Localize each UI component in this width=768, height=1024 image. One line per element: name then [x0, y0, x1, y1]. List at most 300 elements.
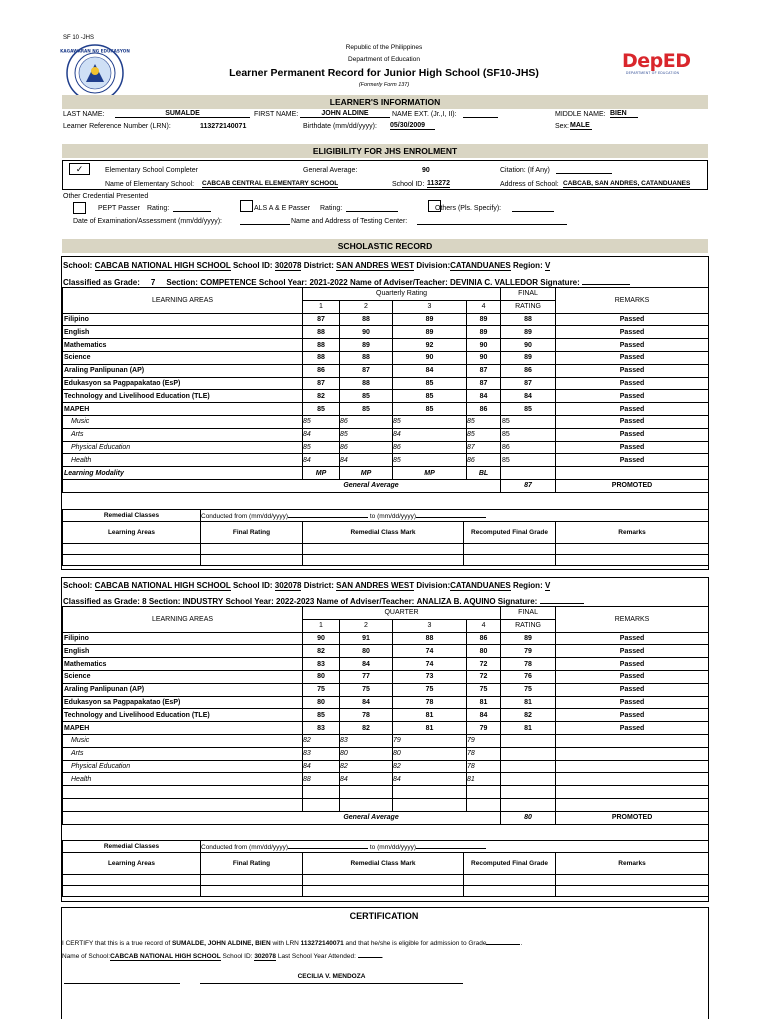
- conducted-from-label: Conducted from (mm/dd/yyyy): [201, 513, 289, 520]
- mapeh-row: [63, 428, 709, 441]
- gen-avg-label: General Average: [63, 811, 501, 824]
- gen-avg-remark: PROMOTED: [556, 479, 709, 492]
- subject-q3: 78: [393, 696, 467, 709]
- q2-header: 2: [340, 300, 393, 313]
- mapeh-q3: 82: [393, 760, 467, 773]
- mapeh-remarks: Passed: [556, 428, 709, 441]
- record-1-school-line: School: CABCAB NATIONAL HIGH SCHOOL School ID: 302078 District: SAN ANDRES WEST Division:CATANDUANES Region: V: [63, 261, 551, 270]
- mapeh-q4: 87: [467, 441, 501, 454]
- subject-final: 88: [501, 313, 556, 326]
- subject-q2: 90: [340, 326, 393, 339]
- subject-remarks: Passed: [556, 351, 709, 364]
- cert-grade: [486, 937, 520, 945]
- subject-remarks: Passed: [556, 339, 709, 352]
- subject-name: Edukasyon sa Pagpapakatao (EsP): [63, 696, 303, 709]
- mapeh-component: Physical Education: [63, 441, 303, 454]
- testing-center-label: Name and Address of Testing Center:: [291, 218, 408, 225]
- mapeh-row: [63, 734, 709, 747]
- subject-final: 78: [501, 658, 556, 671]
- cert-last-sy: [358, 950, 382, 958]
- mapeh-q1: 82: [303, 734, 340, 747]
- mapeh-q1: 83: [303, 747, 340, 760]
- mapeh-q4: 85: [467, 415, 501, 428]
- subject-row: [63, 313, 709, 326]
- mapeh-q1: 84: [303, 760, 340, 773]
- subject-final: 79: [501, 645, 556, 658]
- subject-q2: 91: [340, 632, 393, 645]
- birthdate-value: 05/30/2009: [390, 122, 435, 130]
- rem-col-recomp: Recomputed Final Grade: [464, 853, 556, 875]
- subject-name: Science: [63, 351, 303, 364]
- mapeh-component: Music: [63, 415, 303, 428]
- subject-remarks: Passed: [556, 403, 709, 416]
- subject-q1: 90: [303, 632, 340, 645]
- mapeh-q4: 78: [467, 747, 501, 760]
- subject-q1: 85: [303, 403, 340, 416]
- subject-name: Mathematics: [63, 658, 303, 671]
- mapeh-remarks: [556, 747, 709, 760]
- record-1-region: V: [544, 261, 551, 270]
- subject-remarks: Passed: [556, 377, 709, 390]
- subject-final: 89: [501, 351, 556, 364]
- subject-name: Mathematics: [63, 339, 303, 352]
- subject-q4: 89: [467, 313, 501, 326]
- q3-header: 3: [393, 300, 467, 313]
- rem-col-recomp: Recomputed Final Grade: [464, 522, 556, 544]
- mapeh-final: 86: [501, 441, 556, 454]
- mapeh-final: [501, 773, 556, 786]
- subject-remarks: Passed: [556, 390, 709, 403]
- subject-name: Filipino: [63, 632, 303, 645]
- subject-final: 85: [501, 403, 556, 416]
- subject-q3: 81: [393, 722, 467, 735]
- certification-box: [61, 907, 709, 1019]
- subject-row: [63, 683, 709, 696]
- la-header: LEARNING AREAS: [63, 288, 303, 314]
- eligibility-header: ELIGIBILITY FOR JHS ENROLMENT: [62, 144, 708, 158]
- mapeh-q2: 83: [340, 734, 393, 747]
- record-2-division: CATANDUANES: [450, 581, 511, 590]
- remarks-header: REMARKS: [556, 288, 709, 314]
- mapeh-final: 85: [501, 454, 556, 467]
- pept-rating-value: [173, 204, 211, 212]
- als-checkbox[interactable]: [240, 200, 253, 212]
- subject-q4: 81: [467, 696, 501, 709]
- record-1-class-line: Classified as Grade: 7 Section: COMPETENCE School Year: 2021-2022 Name of Adviser/Teacher: DEVINIA C. VALLEDOR Signature:: [63, 276, 630, 288]
- lrn-value: 113272140071: [200, 123, 247, 130]
- subject-remarks: Passed: [556, 696, 709, 709]
- mapeh-component: Health: [63, 773, 303, 786]
- rem-col-final: Final Rating: [201, 522, 303, 544]
- mapeh-q2: 85: [340, 428, 393, 441]
- rating-header: RATING: [501, 619, 556, 632]
- modality-final: [501, 467, 556, 480]
- mapeh-q1: 84: [303, 454, 340, 467]
- form-code: SF 10 -JHS: [63, 35, 95, 41]
- record-1-grades-table: [62, 287, 709, 493]
- subject-q1: 82: [303, 645, 340, 658]
- rem-col-la: Learning Areas: [63, 853, 201, 875]
- subject-final: 90: [501, 339, 556, 352]
- subject-q1: 83: [303, 722, 340, 735]
- subject-name: English: [63, 326, 303, 339]
- subject-q1: 75: [303, 683, 340, 696]
- department-line: Department of Education: [348, 56, 420, 63]
- mapeh-component: Arts: [63, 747, 303, 760]
- mapeh-component: Physical Education: [63, 760, 303, 773]
- mapeh-q1: 85: [303, 441, 340, 454]
- subject-q3: 90: [393, 351, 467, 364]
- subject-q4: 87: [467, 364, 501, 377]
- certification-line-1: I CERTIFY that this is a true record of SUMALDE, JOHN ALDINE, BIEN with LRN 113272140071 and that he/she is eligible for admission to Grade .: [62, 937, 522, 947]
- record-1-school: CABCAB NATIONAL HIGH SCHOOL: [94, 261, 231, 270]
- final-header: FINAL: [501, 288, 556, 301]
- subject-q1: 87: [303, 377, 340, 390]
- subject-q2: 88: [340, 313, 393, 326]
- subject-remarks: Passed: [556, 632, 709, 645]
- mapeh-q4: 79: [467, 734, 501, 747]
- scholastic-header: SCHOLASTIC RECORD: [62, 239, 708, 253]
- mapeh-q2: 84: [340, 454, 393, 467]
- subject-remarks: Passed: [556, 670, 709, 683]
- record-2-region: V: [544, 581, 551, 590]
- rem-col-remarks: Remarks: [556, 853, 709, 875]
- mapeh-component: Arts: [63, 428, 303, 441]
- to-label: to (mm/dd/yyyy): [369, 844, 417, 851]
- record-2-class-line: Classified as Grade: 8 Section: INDUSTRY School Year: 2022-2023 Name of Adviser/Teacher: ANALIZA B. AQUINO Signature:: [63, 595, 584, 607]
- first-name-value: JOHN ALDINE: [300, 110, 390, 118]
- modality-remarks: [556, 467, 709, 480]
- subject-q4: 79: [467, 722, 501, 735]
- mapeh-q4: 85: [467, 428, 501, 441]
- quarter-header: QUARTER: [303, 607, 501, 620]
- mapeh-row: [63, 747, 709, 760]
- subject-q4: 86: [467, 632, 501, 645]
- mapeh-row: [63, 773, 709, 786]
- subject-q3: 85: [393, 403, 467, 416]
- subject-row: [63, 390, 709, 403]
- elem-school-id-value: 113272: [427, 180, 450, 187]
- subject-name: MAPEH: [63, 722, 303, 735]
- deped-logo: DepED: [622, 50, 691, 72]
- subject-q4: 86: [467, 403, 501, 416]
- to-value: [416, 841, 486, 849]
- remedial-title: Remedial Classes: [63, 510, 201, 522]
- subject-q4: 75: [467, 683, 501, 696]
- record-2-grade: 8: [142, 597, 147, 606]
- subject-q2: 87: [340, 364, 393, 377]
- subject-q4: 72: [467, 658, 501, 671]
- cert-school: CABCAB NATIONAL HIGH SCHOOL: [110, 953, 221, 960]
- mapeh-q3: 80: [393, 747, 467, 760]
- elem-school-id-label: School ID:: [392, 181, 425, 188]
- lrn-label: Learner Reference Number (LRN):: [63, 123, 171, 130]
- last-name-label: LAST NAME:: [63, 111, 105, 118]
- mapeh-remarks: [556, 734, 709, 747]
- modality-label: Learning Modality: [63, 467, 303, 480]
- subject-name: MAPEH: [63, 403, 303, 416]
- pept-label: PEPT Passer: [98, 205, 140, 212]
- rem-col-mark: Remedial Class Mark: [303, 853, 464, 875]
- q4-header: 4: [467, 619, 501, 632]
- subject-row: [63, 351, 709, 364]
- subject-final: 81: [501, 696, 556, 709]
- name-ext-value: [463, 110, 498, 118]
- elem-school-label: Name of Elementary School:: [105, 181, 195, 188]
- rem-col-final: Final Rating: [201, 853, 303, 875]
- subject-q1: 86: [303, 364, 340, 377]
- subject-q1: 83: [303, 658, 340, 671]
- completer-label: Elementary School Completer: [105, 167, 198, 174]
- blank-row: [63, 786, 303, 799]
- gen-avg-value: 90: [422, 167, 430, 174]
- subject-q3: 92: [393, 339, 467, 352]
- pept-rating-label: Rating:: [147, 205, 170, 212]
- record-1-remedial-table: [62, 509, 709, 566]
- subject-name: Araling Panlipunan (AP): [63, 683, 303, 696]
- record-2-section: INDUSTRY: [182, 597, 224, 606]
- subject-row: [63, 339, 709, 352]
- subject-remarks: Passed: [556, 645, 709, 658]
- testing-center-value: [417, 217, 567, 225]
- citation-label: Citation: (If Any): [500, 167, 550, 174]
- exam-date-value: [240, 217, 290, 225]
- conducted-from-value: [288, 510, 368, 518]
- rem-col-remarks: Remarks: [556, 522, 709, 544]
- subject-q3: 89: [393, 326, 467, 339]
- subject-final: 81: [501, 722, 556, 735]
- subject-q2: 88: [340, 351, 393, 364]
- subject-q4: 84: [467, 390, 501, 403]
- subject-q3: 89: [393, 313, 467, 326]
- mapeh-row: [63, 415, 709, 428]
- record-2-adviser: ANALIZA B. AQUINO: [416, 597, 496, 606]
- to-label: to (mm/dd/yyyy): [369, 513, 417, 520]
- mapeh-q1: 88: [303, 773, 340, 786]
- subject-row: [63, 403, 709, 416]
- als-rating-label: Rating:: [320, 205, 343, 212]
- record-2-school: CABCAB NATIONAL HIGH SCHOOL: [94, 581, 231, 590]
- subject-remarks: Passed: [556, 722, 709, 735]
- mapeh-q3: 85: [393, 415, 467, 428]
- subject-q3: 84: [393, 364, 467, 377]
- record-1-signature: [582, 276, 630, 285]
- subject-q1: 87: [303, 313, 340, 326]
- q2-header: 2: [340, 619, 393, 632]
- mapeh-q3: 85: [393, 454, 467, 467]
- record-1-section: COMPETENCE: [200, 278, 257, 287]
- subject-q2: 84: [340, 696, 393, 709]
- record-2-signature: [540, 595, 584, 604]
- remedial-title: Remedial Classes: [63, 841, 201, 853]
- record-1-grade: 7: [142, 278, 164, 288]
- mapeh-q4: 78: [467, 760, 501, 773]
- conducted-from-label: Conducted from (mm/dd/yyyy): [201, 844, 289, 851]
- sex-label: Sex:: [555, 123, 570, 130]
- record-1-school-id: 302078: [274, 261, 302, 270]
- q4-header: 4: [467, 300, 501, 313]
- blank-row: [63, 798, 303, 811]
- cert-name: SUMALDE, JOHN ALDINE, BIEN: [171, 940, 271, 947]
- gen-avg-label: General Average:: [303, 167, 358, 174]
- subject-q2: 80: [340, 645, 393, 658]
- seal-text: KAGAWARAN NG EDUKASYON: [60, 48, 130, 54]
- mapeh-remarks: [556, 773, 709, 786]
- subject-final: 89: [501, 632, 556, 645]
- elem-address-label: Address of School:: [500, 181, 559, 188]
- subject-q3: 85: [393, 390, 467, 403]
- subject-q4: 72: [467, 670, 501, 683]
- subject-q1: 88: [303, 351, 340, 364]
- q3-header: 3: [393, 619, 467, 632]
- learner-info-header: LEARNER'S INFORMATION: [62, 95, 708, 109]
- q1-header: 1: [303, 619, 340, 632]
- mapeh-row: [63, 760, 709, 773]
- subject-q1: 85: [303, 709, 340, 722]
- subject-final: 82: [501, 709, 556, 722]
- mapeh-q4: 81: [467, 773, 501, 786]
- deped-logo-sub: DEPARTMENT OF EDUCATION: [626, 71, 680, 75]
- formerly-label: (Formerly Form 137): [358, 82, 410, 88]
- others-value: [512, 204, 554, 212]
- subject-final: 86: [501, 364, 556, 377]
- subject-row: [63, 377, 709, 390]
- pept-checkbox[interactable]: [73, 202, 86, 214]
- subject-name: Edukasyon sa Pagpapakatao (EsP): [63, 377, 303, 390]
- mapeh-remarks: Passed: [556, 415, 709, 428]
- cert-lrn: 113272140071: [300, 940, 344, 947]
- subject-row: [63, 645, 709, 658]
- modality-q1: MP: [303, 467, 340, 480]
- subject-q1: 88: [303, 326, 340, 339]
- subject-remarks: Passed: [556, 313, 709, 326]
- subject-q4: 90: [467, 339, 501, 352]
- subject-final: 75: [501, 683, 556, 696]
- subject-q1: 82: [303, 390, 340, 403]
- subject-q2: 88: [340, 377, 393, 390]
- gen-avg-value: 80: [501, 811, 556, 824]
- subject-remarks: Passed: [556, 326, 709, 339]
- middle-name-value: BIEN: [610, 110, 638, 118]
- page-title: Learner Permanent Record for Junior High School (SF10-JHS): [229, 67, 539, 79]
- subject-q2: 84: [340, 658, 393, 671]
- others-label: Others (Pls. Specify):: [435, 205, 502, 212]
- record-2-grades-table: [62, 606, 709, 825]
- cert-school-id: 302078: [254, 953, 277, 960]
- mapeh-q3: 79: [393, 734, 467, 747]
- subject-q1: 80: [303, 696, 340, 709]
- certification-title: CERTIFICATION: [349, 911, 419, 921]
- rating-header: RATING: [501, 300, 556, 313]
- subject-q3: 81: [393, 709, 467, 722]
- subject-q2: 77: [340, 670, 393, 683]
- record-1-division: CATANDUANES: [450, 261, 511, 270]
- birthdate-label: Birthdate (mm/dd/yyyy):: [303, 123, 377, 130]
- subject-q4: 80: [467, 645, 501, 658]
- name-ext-label: NAME EXT. (Jr.,I, II):: [392, 111, 457, 118]
- mapeh-q2: 86: [340, 415, 393, 428]
- subject-q2: 75: [340, 683, 393, 696]
- subject-row: [63, 696, 709, 709]
- subject-row: [63, 326, 709, 339]
- subject-row: [63, 670, 709, 683]
- mapeh-q2: 80: [340, 747, 393, 760]
- final-header: FINAL: [501, 607, 556, 620]
- conducted-from-value: [288, 841, 368, 849]
- sex-value: MALE: [570, 122, 592, 130]
- subject-name: Science: [63, 670, 303, 683]
- subject-remarks: Passed: [556, 364, 709, 377]
- gen-avg-label: General Average: [63, 479, 501, 492]
- record-1-sy: 2021-2022: [309, 278, 348, 287]
- mapeh-component: Music: [63, 734, 303, 747]
- subject-q3: 74: [393, 645, 467, 658]
- mapeh-q3: 84: [393, 428, 467, 441]
- subject-final: 89: [501, 326, 556, 339]
- modality-q2: MP: [340, 467, 393, 480]
- middle-name-label: MIDDLE NAME:: [555, 111, 606, 118]
- citation-value: [556, 166, 612, 174]
- q1-header: 1: [303, 300, 340, 313]
- subject-q2: 82: [340, 722, 393, 735]
- exam-date-label: Date of Examination/Assessment (mm/dd/yyyy):: [73, 218, 222, 225]
- mapeh-final: [501, 760, 556, 773]
- la-header: LEARNING AREAS: [63, 607, 303, 633]
- mapeh-q1: 85: [303, 415, 340, 428]
- subject-row: [63, 632, 709, 645]
- mapeh-q2: 82: [340, 760, 393, 773]
- subject-final: 84: [501, 390, 556, 403]
- subject-remarks: Passed: [556, 683, 709, 696]
- subject-q2: 85: [340, 390, 393, 403]
- subject-name: Araling Panlipunan (AP): [63, 364, 303, 377]
- first-name-label: FIRST NAME:: [254, 111, 299, 118]
- mapeh-q4: 86: [467, 454, 501, 467]
- mapeh-remarks: Passed: [556, 454, 709, 467]
- mapeh-q3: 86: [393, 441, 467, 454]
- mapeh-row: [63, 454, 709, 467]
- record-2-remedial-table: [62, 840, 709, 897]
- subject-remarks: Passed: [556, 658, 709, 671]
- subject-name: Filipino: [63, 313, 303, 326]
- subject-q1: 88: [303, 339, 340, 352]
- subject-row: [63, 364, 709, 377]
- cert-signatory: CECILIA V. MENDOZA: [297, 973, 366, 980]
- subject-final: 76: [501, 670, 556, 683]
- subject-q1: 80: [303, 670, 340, 683]
- completer-checkbox[interactable]: ✓: [69, 163, 90, 175]
- subject-q3: 85: [393, 377, 467, 390]
- mapeh-final: [501, 747, 556, 760]
- cert-date-line: [64, 976, 180, 984]
- mapeh-remarks: Passed: [556, 441, 709, 454]
- subject-q2: 89: [340, 339, 393, 352]
- mapeh-component: Health: [63, 454, 303, 467]
- republic-line: Republic of the Philippines: [345, 44, 423, 51]
- modality-q4: BL: [467, 467, 501, 480]
- mapeh-q1: 84: [303, 428, 340, 441]
- gen-avg-value: 87: [501, 479, 556, 492]
- subject-row: [63, 709, 709, 722]
- subject-name: Technology and Livelihood Education (TLE): [63, 709, 303, 722]
- mapeh-row: [63, 441, 709, 454]
- mapeh-q3: 84: [393, 773, 467, 786]
- record-1-adviser: DEVINIA C. VALLEDOR: [449, 278, 538, 287]
- subject-q3: 75: [393, 683, 467, 696]
- subject-row: [63, 658, 709, 671]
- other-credential-label: Other Credential Presented: [63, 193, 149, 200]
- mapeh-q2: 84: [340, 773, 393, 786]
